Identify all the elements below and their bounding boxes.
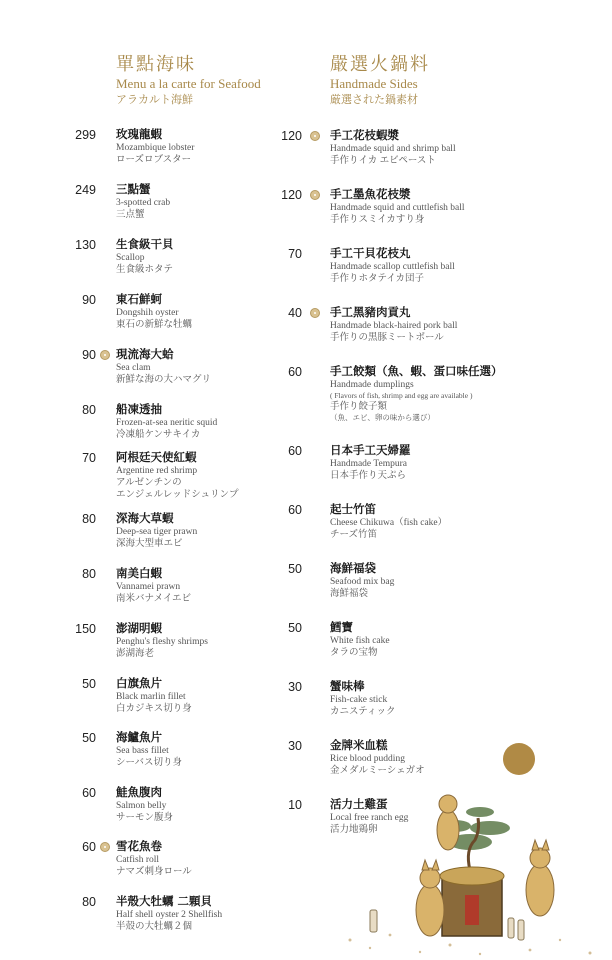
item-name-zh: 海鮮福袋 — [330, 561, 376, 575]
item-name-jp: 白カジキス切り身 — [116, 704, 192, 714]
fox-figure-right — [526, 840, 554, 916]
item-name-jp-line2: エンジェルレッドシュリンプ — [116, 490, 239, 500]
item-price: 30 — [288, 739, 302, 753]
item-name-en: Dongshih oyster — [116, 308, 179, 318]
item-name-jp: 南米バナメイエビ — [116, 594, 192, 604]
item-name-en: Fish-cake stick — [330, 695, 388, 705]
item-name-zh: 船凍透抽 — [116, 402, 162, 416]
item-price: 30 — [288, 680, 302, 694]
item-price: 50 — [82, 731, 96, 745]
sides-title-zh: 嚴選火鍋料 — [330, 54, 430, 75]
item-price: 50 — [288, 562, 302, 576]
item-price: 10 — [288, 798, 302, 812]
item-price: 80 — [82, 895, 96, 909]
item-name-en: Handmade squid and cuttlefish ball — [330, 203, 465, 213]
item-name-jp: 冷凍船ケンサキイカ — [116, 430, 201, 440]
item-name-en: Local free ranch egg — [330, 813, 409, 823]
item-name-en: White fish cake — [330, 636, 390, 646]
item-name-jp: 深海大型車エビ — [116, 539, 183, 549]
item-price: 90 — [82, 348, 96, 362]
item-name-jp: 手作りホタテイカ団子 — [330, 274, 425, 284]
item-name-jp: カニスティック — [330, 707, 396, 717]
item-price: 60 — [82, 786, 96, 800]
item-price: 40 — [288, 306, 302, 320]
item-name-en: Black marlin fillet — [116, 692, 186, 702]
recommended-badge-icon — [310, 308, 320, 318]
item-price: 60 — [288, 444, 302, 458]
item-name-zh: 手工餃類（魚、蝦、蛋口味任選） — [330, 364, 503, 378]
item-name-en: Deep-sea tiger prawn — [116, 527, 198, 537]
item-name-en: Penghu's fleshy shrimps — [116, 637, 208, 647]
item-name-zh: 海鱸魚片 — [116, 730, 162, 744]
item-price: 299 — [75, 128, 96, 142]
item-price: 150 — [75, 622, 96, 636]
item-name-jp: 手作りの黒豚ミートボール — [330, 333, 444, 343]
item-price: 120 — [281, 129, 302, 143]
item-name-jp: サーモン腹身 — [116, 813, 174, 823]
item-name-zh: 東石鮮蚵 — [116, 292, 162, 306]
item-name-en: Mozambique lobster — [116, 143, 195, 153]
item-name-en: Handmade scallop cuttlefish ball — [330, 262, 455, 272]
scattered-coins-decoration — [349, 934, 592, 956]
item-note-jp: （魚、エビ、卵の味から選び） — [330, 413, 435, 422]
item-price: 60 — [288, 365, 302, 379]
item-name-en: Handmade black-haired pork ball — [330, 321, 458, 331]
item-name-jp: ローズロブスター — [116, 155, 192, 165]
item-name-zh: 白旗魚片 — [116, 676, 162, 690]
item-price: 70 — [288, 247, 302, 261]
item-name-zh: 南美白蝦 — [116, 566, 162, 580]
recommended-badge-icon — [100, 842, 110, 852]
treasure-chest — [440, 867, 504, 936]
item-name-zh: 生食級干貝 — [116, 237, 174, 251]
item-name-jp: 海鮮福袋 — [330, 589, 369, 599]
item-name-jp: タラの宝物 — [330, 648, 378, 658]
item-name-en: Handmade dumplings — [330, 380, 414, 390]
item-name-jp: 半殻の大牡蠣２個 — [116, 922, 193, 932]
item-name-jp: 手作りスミイカすり身 — [330, 215, 425, 225]
item-name-zh: 金牌米血糕 — [330, 738, 388, 752]
item-name-jp: 手作り餃子類 — [330, 402, 388, 412]
item-name-zh: 現流海大蛤 — [116, 347, 174, 361]
item-price: 249 — [75, 183, 96, 197]
item-name-jp: 日本手作り天ぷら — [330, 471, 407, 481]
item-name-en: Half shell oyster 2 Shellfish — [116, 910, 223, 920]
item-note-en: ( Flavors of fish, shrimp and egg are available ) — [330, 391, 473, 400]
item-name-jp: アルゼンチンの — [116, 478, 182, 488]
seafood-section-header — [116, 54, 261, 108]
recommended-badge-icon — [310, 190, 320, 200]
item-name-en: Argentine red shrimp — [116, 466, 198, 476]
item-name-zh: 鱈寶 — [330, 620, 353, 634]
item-name-jp: 澎湖海老 — [116, 649, 155, 659]
item-name-zh: 玫瑰龍蝦 — [116, 127, 162, 141]
seafood-title-en: Menu a la carte for Seafood — [116, 76, 261, 91]
item-name-jp: 新鮮な海の大ハマグリ — [116, 375, 212, 385]
item-name-jp: 東石の新鮮な牡蠣 — [116, 320, 193, 330]
item-price: 130 — [75, 238, 96, 252]
item-price: 80 — [82, 403, 96, 417]
item-name-jp: ナマズ刺身ロール — [116, 867, 192, 877]
fox-figure-top — [437, 795, 459, 850]
item-price: 120 — [281, 188, 302, 202]
item-name-en: Sea clam — [116, 363, 151, 373]
animal-treasure-illustration — [330, 770, 612, 960]
item-name-zh: 日本手工天婦羅 — [330, 443, 411, 457]
item-name-en: Catfish roll — [116, 855, 160, 865]
item-price: 50 — [82, 677, 96, 691]
seafood-title-zh: 單點海味 — [116, 54, 196, 75]
recommended-badge-icon — [310, 131, 320, 141]
sides-section-header — [330, 54, 430, 108]
item-name-zh: 雪花魚卷 — [116, 839, 162, 853]
item-price: 80 — [82, 567, 96, 581]
item-name-en: Handmade Tempura — [330, 459, 407, 469]
item-price: 80 — [82, 512, 96, 526]
item-name-en: Vannamei prawn — [116, 582, 181, 592]
item-name-en: Sea bass fillet — [116, 746, 169, 756]
item-name-en: Handmade squid and shrimp ball — [330, 144, 456, 154]
item-name-en: Seafood mix bag — [330, 577, 395, 587]
item-name-jp: 生食級ホタテ — [116, 265, 174, 275]
item-name-jp: 手作りイカ エビペースト — [330, 156, 436, 166]
item-name-en: Cheese Chikuwa（fish cake） — [330, 518, 448, 528]
seafood-title-jp: アラカルト海鮮 — [116, 93, 193, 106]
item-name-en: Scallop — [116, 253, 145, 263]
item-name-zh: 深海大草蝦 — [116, 511, 174, 525]
recommended-badge-icon — [100, 350, 110, 360]
item-price: 90 — [82, 293, 96, 307]
item-name-en: Salmon belly — [116, 801, 167, 811]
item-name-zh: 鮭魚腹肉 — [116, 785, 162, 799]
item-name-jp: 金メダルミーシェガオ — [330, 766, 425, 776]
item-name-zh: 蟹味棒 — [330, 679, 365, 693]
item-name-en: Frozen-at-sea neritic squid — [116, 418, 218, 428]
item-name-en: 3-spotted crab — [116, 198, 171, 208]
item-name-zh: 手工墨魚花枝漿 — [330, 187, 411, 201]
fox-figure-left — [416, 860, 444, 936]
item-name-zh: 手工干貝花枝丸 — [330, 246, 411, 260]
item-name-jp: チーズ竹笛 — [330, 530, 378, 540]
item-name-jp: シーバス切り身 — [116, 758, 183, 768]
item-price: 60 — [82, 840, 96, 854]
sides-title-jp: 厳選された鍋素材 — [330, 93, 418, 106]
item-name-zh: 澎湖明蝦 — [116, 621, 162, 635]
item-name-zh: 半殼大牡蠣 二顆貝 — [116, 894, 213, 908]
item-name-jp: 活力地鶏卵 — [330, 825, 378, 835]
sides-title-en: Handmade Sides — [330, 76, 418, 91]
item-price: 60 — [288, 503, 302, 517]
item-price: 50 — [288, 621, 302, 635]
item-name-zh: 起士竹笛 — [330, 502, 376, 516]
item-price: 70 — [82, 451, 96, 465]
item-name-jp: 三点蟹 — [116, 210, 145, 220]
item-name-zh: 手工黑豬肉貢丸 — [330, 305, 411, 319]
item-name-zh: 活力土雞蛋 — [330, 797, 388, 811]
item-name-zh: 手工花枝蝦漿 — [330, 128, 399, 142]
item-name-zh: 三點蟹 — [116, 182, 151, 196]
item-name-en: Rice blood pudding — [330, 754, 405, 764]
item-name-zh: 阿根廷天使紅蝦 — [116, 450, 197, 464]
